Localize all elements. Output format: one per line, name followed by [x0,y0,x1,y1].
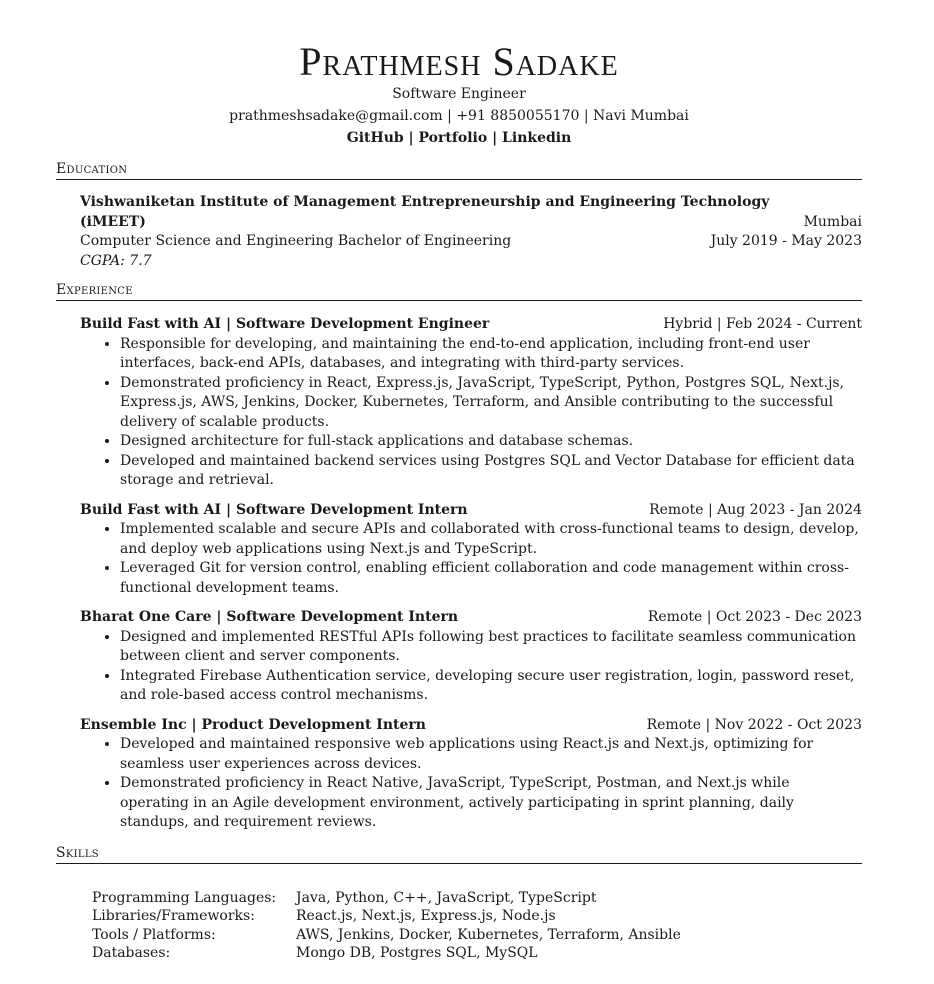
experience-meta: Remote | Aug 2023 - Jan 2024 [649,501,862,518]
section-title-experience: Experience [56,281,862,301]
section-title-skills: Skills [56,844,862,864]
experience-header [80,501,862,521]
company-role: Ensemble Inc | Product Development Intern [80,716,426,733]
skill-value: AWS, Jenkins, Docker, Kubernetes, Terraform, Ansible [296,926,681,943]
experience-header [80,716,862,736]
bullet-list [80,735,862,833]
bullet-item: • Designed and implemented RESTful APIs following best practices to facilitate seamless communication between client and server components. [120,628,862,667]
experience-meta: Remote | Oct 2023 - Dec 2023 [647,609,862,625]
bullet-item: • Demonstrated proficiency in React Native, JavaScript, TypeScript, Postman, and Next.js while operating in an Agile development environment, actively participating in sprint planning, daily standups, and requirement reviews. [120,774,862,833]
separator: | [447,108,457,124]
bullet-item: • Leveraged Git for version control, enabling efficient collaboration and code management within cross-functional development teams. [120,559,862,598]
job-title: Software Engineer [392,86,526,102]
education-dates: July 2019 - May 2023 [710,233,862,249]
experience-header [80,608,862,628]
education-entry [56,193,862,271]
bullet-item: • Developed and maintained responsive web applications using React.js and Next.js, optimizing for seamless user experiences across devices. [120,735,862,774]
section-title-education: Education [56,160,862,180]
company-role: Build Fast with AI | Software Development Intern [80,501,468,518]
skill-label: Tools / Platforms: [92,926,216,943]
skill-row [92,889,862,908]
experience-header [80,315,862,335]
bullet-item: • Designed architecture for full-stack applications and database schemas. [120,432,862,452]
skill-label: Libraries/Frameworks: [92,908,255,924]
institution-name: Vishwaniketan Institute of Management Entrepreneurship and Engineering Technology [80,194,770,210]
separator: | [408,130,419,146]
experience-meta: Hybrid | Feb 2024 - Current [663,316,862,332]
role-title: Software Development Intern [235,501,468,518]
company-role: Build Fast with AI | Software Development Engineer [80,316,490,332]
company-role: Bharat One Care | Software Development Intern [80,609,459,625]
experience-entry [56,315,862,491]
candidate-name: Prathmesh Sadake [299,39,619,84]
bullet-list [80,628,862,706]
skill-label: Databases: [92,945,171,961]
skills-list [56,889,862,963]
bullet-item: • Responsible for developing, and maintaining the end-to-end application, including front-end user interfaces, back-end APIs, databases, and integrating with third-party services. [120,335,862,374]
company-name: Bharat One Care [80,609,212,625]
phone-number: +91 8850055170 [456,108,580,124]
skill-row [92,944,862,963]
portfolio-link[interactable]: Portfolio [418,130,488,146]
skill-value: Mongo DB, Postgres SQL, MySQL [296,945,538,961]
skill-label: Programming Languages: [92,889,277,906]
skill-value: React.js, Next.js, Express.js, Node.js [296,908,556,924]
company-name: Build Fast with AI [80,316,222,332]
institution-row [80,213,862,233]
skill-value: Java, Python, C++, JavaScript, TypeScript [296,889,597,906]
role-title: Software Development Intern [226,609,459,625]
institution-abbrev: (iMEET) [80,213,146,230]
role-title: Product Development Intern [201,716,426,733]
linkedin-link[interactable]: Linkedin [502,130,572,146]
profile-links [56,127,862,149]
degree: Computer Science and Engineering Bachelor of Engineering [80,233,512,249]
bullet-item: • Demonstrated proficiency in React, Express.js, JavaScript, TypeScript, Python, Postgres SQL, Next.js, Express.js, AWS, Jenkins, Docker, Kubernetes, Terraform, and Ansible contributing to the successful delivery of scalable products. [120,374,862,433]
skill-row [92,926,862,945]
company-name: Build Fast with AI [80,501,222,518]
email-link[interactable]: prathmeshsadake@gmail.com [229,108,443,124]
bullet-list [80,520,862,598]
bullet-item: • Integrated Firebase Authentication service, developing secure user registration, login, password reset, and role-based access control mechanisms. [120,667,862,706]
experience-entry [56,716,862,833]
experience-entry [56,501,862,599]
bullet-list [80,335,862,491]
separator: | [492,130,503,146]
resume-header [56,40,862,149]
degree-row [80,232,862,252]
experience-meta: Remote | Nov 2022 - Oct 2023 [646,716,862,733]
skill-row [92,907,862,926]
resume-page [56,40,862,963]
institution-location: Mumbai [803,213,862,230]
bullet-item: • Implemented scalable and secure APIs and collaborated with cross-functional teams to design, develop, and deploy web applications using Next.js and TypeScript. [120,520,862,559]
separator: | [583,108,594,124]
cgpa: CGPA: 7.7 [80,252,152,269]
company-name: Ensemble Inc [80,716,187,733]
role-title: Software Development Engineer [235,316,490,332]
location: Navi Mumbai [593,108,689,124]
bullet-item: • Developed and maintained backend services using Postgres SQL and Vector Database for efficient data storage and retrieval. [120,452,862,491]
github-link[interactable]: GitHub [346,130,404,146]
contact-line [56,105,862,127]
experience-entry [56,608,862,706]
